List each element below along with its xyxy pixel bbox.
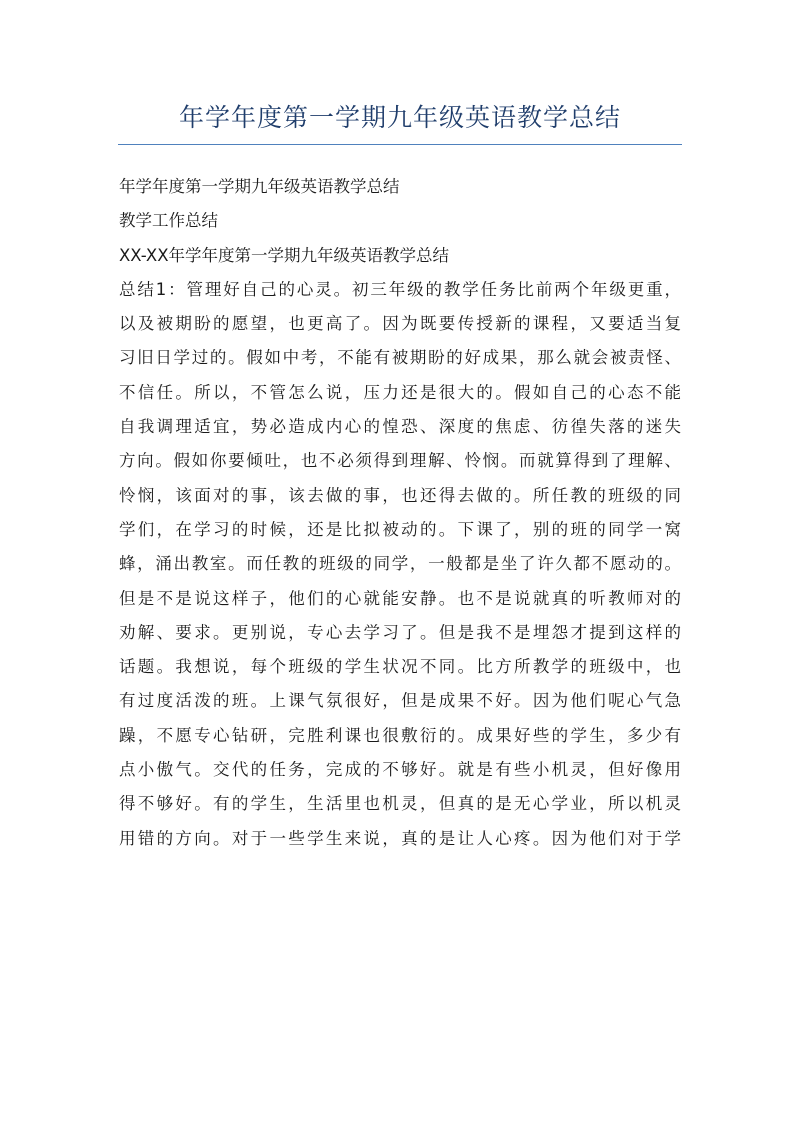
document-title: 年学年度第一学期九年级英语教学总结 bbox=[178, 103, 621, 132]
body-line: 得不够好。有的学生，生活里也机灵，但真的是无心学业，所以机灵 bbox=[119, 794, 681, 814]
body-line: 有过度活泼的班。上课气氛很好，但是成果不好。因为他们呢心气急 bbox=[119, 691, 681, 711]
body-line: 教学工作总结 bbox=[119, 211, 218, 231]
body-line: 习旧日学过的。假如中考，不能有被期盼的好成果，那么就会被责怪、 bbox=[119, 348, 681, 368]
body-line: 年学年度第一学期九年级英语教学总结 bbox=[119, 177, 400, 196]
body-line: XX-XX年学年度第一学期九年级英语教学总结 bbox=[119, 245, 450, 265]
body-line: 话题。我想说，每个班级的学生状况不同。比方所教学的班级中，也 bbox=[119, 657, 681, 677]
body-line: 学们，在学习的时候，还是比拟被动的。下课了，别的班的同学一窝 bbox=[119, 519, 681, 539]
document-body bbox=[119, 170, 681, 856]
body-line: 点小傲气。交代的任务，完成的不够好。就是有些小机灵，但好像用 bbox=[119, 760, 681, 780]
body-line: 劝解、要求。更别说，专心去学习了。但是我不是埋怨才提到这样的 bbox=[119, 622, 681, 642]
body-line: 用错的方向。对于一些学生来说，真的是让人心疼。因为他们对于学 bbox=[119, 828, 681, 848]
body-line: 蜂，涌出教室。而任教的班级的同学，一般都是坐了许久都不愿动的。 bbox=[119, 554, 681, 574]
title-underline bbox=[118, 144, 682, 145]
body-line: 方向。假如你要倾吐，也不必须得到理解、怜悯。而就算得到了理解、 bbox=[119, 451, 681, 471]
body-line: 但是不是说这样子，他们的心就能安静。也不是说就真的听教师对的 bbox=[119, 588, 681, 608]
body-line: 总结1：管理好自己的心灵。初三年级的教学任务比前两个年级更重， bbox=[119, 279, 681, 299]
body-line: 以及被期盼的愿望，也更高了。因为既要传授新的课程，又要适当复 bbox=[119, 314, 681, 334]
body-line: 自我调理适宜，势必造成内心的惶恐、深度的焦虑、彷徨失落的迷失 bbox=[119, 417, 681, 437]
body-line: 不信任。所以，不管怎么说，压力还是很大的。假如自己的心态不能 bbox=[119, 382, 681, 402]
body-line: 怜悯，该面对的事，该去做的事，也还得去做的。所任教的班级的同 bbox=[119, 485, 681, 505]
body-line: 躁，不愿专心钻研，完胜利课也很敷衍的。成果好些的学生，多少有 bbox=[119, 725, 681, 745]
